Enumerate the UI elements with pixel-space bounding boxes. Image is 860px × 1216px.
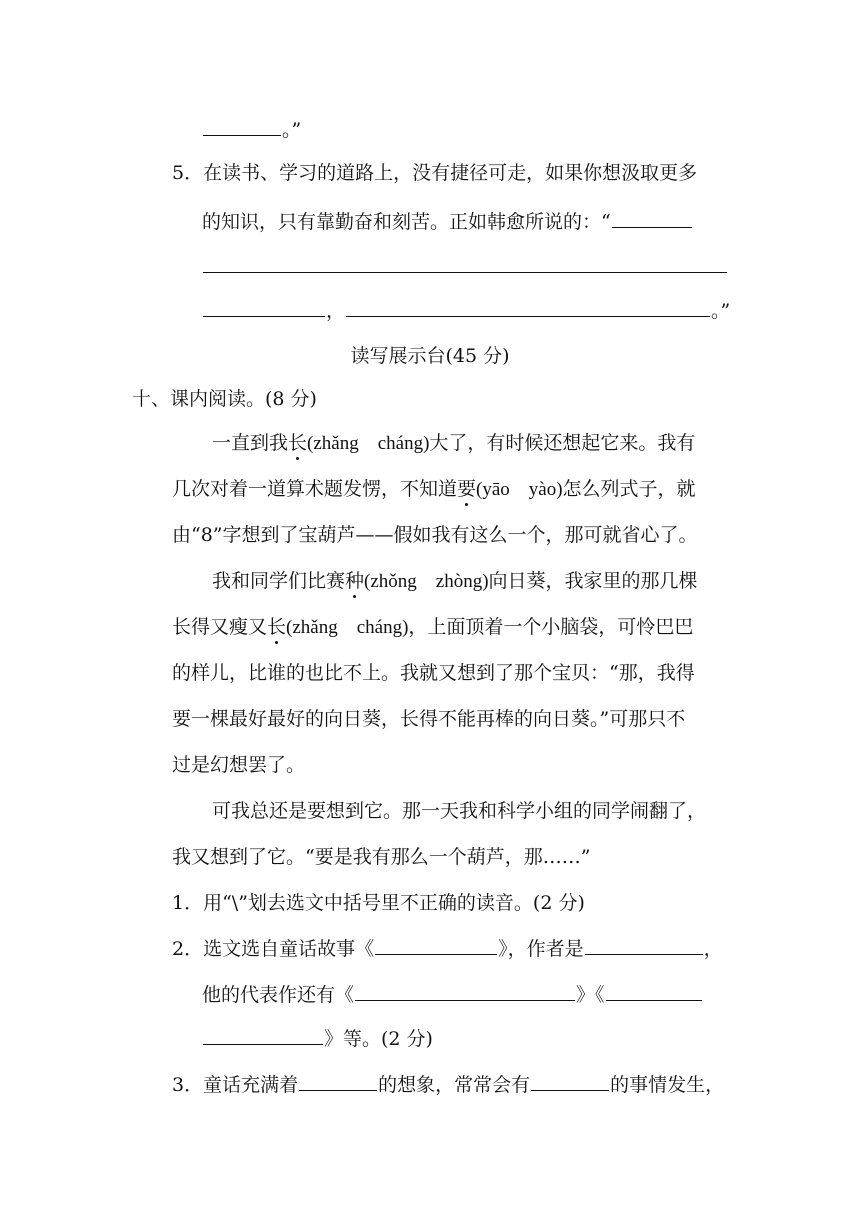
passage-p1-line-3: 由“8”字想到了宝葫芦——假如我有这么一个，那可就省心了。 xyxy=(172,524,698,546)
answer-blank[interactable] xyxy=(203,1026,323,1045)
q5-comma: ， xyxy=(326,300,346,322)
q5-line-3 xyxy=(202,254,728,280)
passage-p2-line-5: 过是幻想罢了。 xyxy=(172,754,306,776)
passage-p3-line-2: 我又想到了它。“要是我有那么一个葫芦，那……” xyxy=(172,846,591,868)
section-title: 读写展示台(45 分) xyxy=(350,345,510,367)
q5-text-2: 的知识，只有靠勤奋和刻苦。正如韩愈所说的：“ xyxy=(202,211,611,233)
q5-line-1 xyxy=(172,160,697,186)
q4-tail-end: 。” xyxy=(282,119,302,141)
dotted-char: 种 xyxy=(345,570,365,592)
q5-end: 。” xyxy=(711,300,731,322)
dotted-char: 长 xyxy=(288,432,308,454)
answer-blank[interactable] xyxy=(203,254,727,273)
dotted-char: 要 xyxy=(457,478,477,500)
answer-blank[interactable] xyxy=(585,936,703,955)
q5-text-1: 在读书、学习的道路上，没有捷径可走，如果你想汲取更多 xyxy=(203,162,698,184)
passage-p2-line-1: 我和同学们比赛种(zhǒng zhòng)向日葵，我家里的那几棵 xyxy=(212,570,698,592)
answer-blank[interactable] xyxy=(203,298,325,317)
passage-p1-line-1: 一直到我长(zhǎng cháng)大了，有时候还想起它来。我有 xyxy=(212,432,696,454)
answer-blank[interactable] xyxy=(346,298,710,317)
dotted-char: 长 xyxy=(267,616,287,638)
q10-sub-2-line-1: 2．选文选自童话故事《 》，作者是 ， xyxy=(172,938,723,960)
q10-heading: 十、课内阅读。(8 分) xyxy=(132,388,317,410)
passage-p1-line-2: 几次对着一道算术题发愣，不知道要(yāo yào)怎么列式子，就 xyxy=(172,478,696,500)
q5-number: 5． xyxy=(172,162,204,184)
q5-line-4 xyxy=(202,298,730,324)
q10-sub-2-line-2: 他的代表作还有《 》《 xyxy=(202,982,703,1008)
answer-blank[interactable] xyxy=(355,982,575,1001)
q5-line-2 xyxy=(202,209,693,235)
passage-p2-line-4: 要一棵最好最好的向日葵，长得不能再棒的向日葵。”可那只不 xyxy=(172,708,686,730)
q10-sub-2-line-3: 》等。(2 分) xyxy=(202,1026,433,1052)
q10-sub-3: 3．童话充满着 的想象，常常会有 的事情发生， xyxy=(172,1074,725,1096)
passage-p3-line-1: 可我总还是要想到它。那一天我和科学小组的同学闹翻了， xyxy=(212,800,707,822)
passage-p2-line-3: 的样儿，比谁的也比不上。我就又想到了那个宝贝：“那，我得 xyxy=(172,662,695,684)
q10-sub-1: 1．用“\”划去选文中括号里不正确的读音。(2 分) xyxy=(172,892,585,914)
passage-p2-line-2: 长得又瘦又长(zhǎng cháng)，上面顶着一个小脑袋，可怜巴巴 xyxy=(172,616,694,638)
answer-blank[interactable] xyxy=(531,1072,609,1091)
answer-blank[interactable] xyxy=(612,209,692,228)
q4-tail-line xyxy=(202,117,301,143)
answer-blank[interactable] xyxy=(299,1072,377,1091)
answer-blank[interactable] xyxy=(203,117,281,136)
answer-blank[interactable] xyxy=(375,936,497,955)
answer-blank[interactable] xyxy=(606,982,702,1001)
